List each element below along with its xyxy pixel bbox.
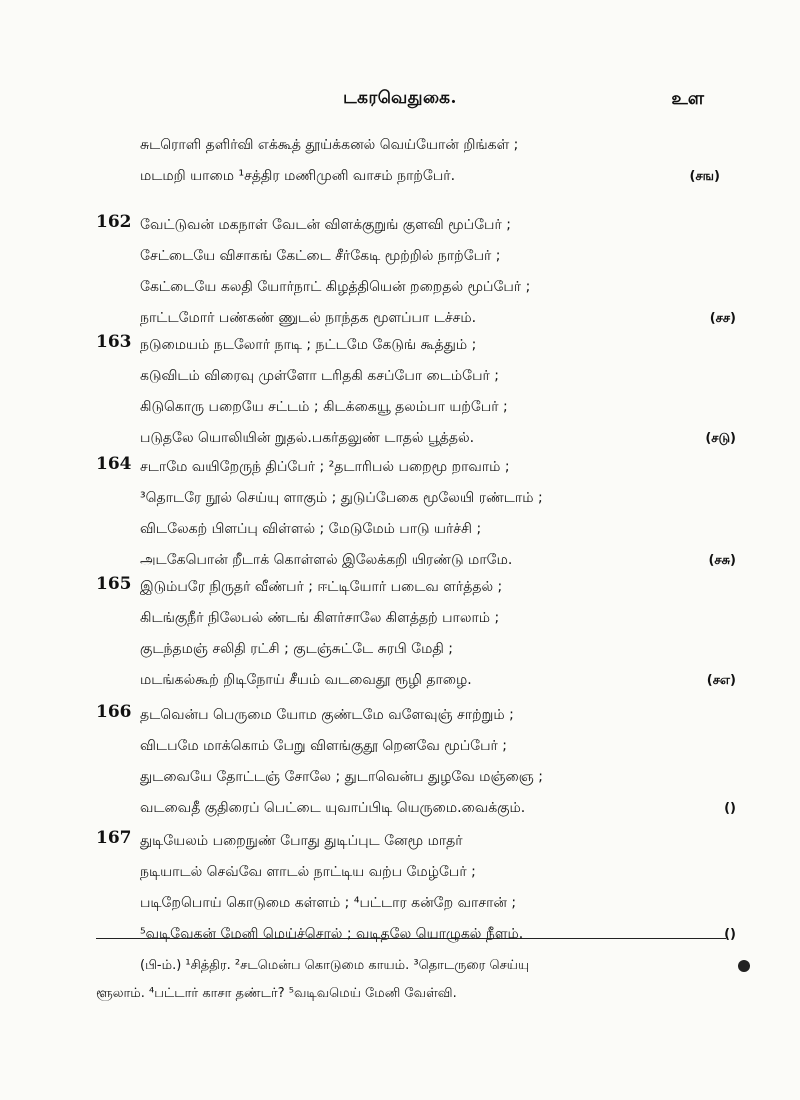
verse-line: [140, 665, 736, 696]
verse-line: [140, 919, 736, 950]
verse-line: [140, 826, 736, 857]
verse-line: [140, 603, 736, 634]
verse-marker: (சச): [709, 311, 736, 326]
footnote-line: (பி-ம்.) ¹சித்திர. ²சடமென்ப கொடுமை காயம். ³தொடருரை செய்யு: [140, 958, 530, 973]
footnote-divider: [96, 938, 726, 939]
stanza-lines: [140, 210, 736, 334]
verse-line-text: விடபமே மாக்கொம் பேறு விளங்குதூ றெனவே மூப்பேர் ;: [140, 738, 508, 754]
verse-line-text: சேட்டையே விசாகங் கேட்டை சீர்கேடி மூற்றில் நாற்பேர் ;: [140, 248, 501, 264]
verse-line: [140, 452, 736, 483]
verse-line: [140, 483, 736, 514]
running-title: டகரவெதுகை.: [343, 88, 457, 108]
verse-marker: (): [724, 801, 736, 816]
verse-line: [140, 572, 736, 603]
verse-line: [140, 210, 736, 241]
verse-line-text: வேட்டுவன் மகநாள் வேடன் விளக்குறுங் குளவி மூப்பேர் ;: [140, 217, 511, 233]
verse-line: [140, 330, 736, 361]
verse-line-text: குடந்தமஞ் சலிதி ரட்சி ; குடஞ்சுட்டே சுரபி மேதி ;: [140, 641, 454, 657]
verse-line-text: படுதலே யொலியின் றுதல்.பகர்தலுண் டாதல் பூத்தல்.: [140, 430, 475, 446]
intro-verse: [140, 130, 720, 192]
verse-marker: (): [724, 927, 736, 942]
verse-line-text: துடியேலம் பறைநுண் போது துடிப்புட னேமூ மாதர்: [140, 833, 463, 849]
verse-line-text: துடவையே தோட்டஞ் சோலே ; துடாவென்ப துழவே மஞ்ஞை ;: [140, 769, 543, 785]
verse-marker: (சஎ): [706, 673, 736, 688]
stanza-number: 166: [96, 702, 132, 722]
stanza-number: 165: [96, 574, 132, 594]
stanza-number: 164: [96, 454, 132, 474]
verse-line-text: கிடங்குநீர் நிலேபல் ண்டங் கிளர்சாலே கிளத்தற் பாலாம் ;: [140, 610, 500, 626]
verse-line-text: இடும்பரே நிருதர் வீண்பர் ; ஈட்டியோர் படைவ ளர்த்தல் ;: [140, 579, 503, 595]
verse-line-text: வடவைதீ குதிரைப் பெட்டை யுவாப்பிடி யெருமை.வைக்கும்.: [140, 800, 526, 816]
verse-line: [140, 888, 736, 919]
page-number: உள: [671, 88, 704, 109]
footnote-line: ளூலாம். ⁴பட்டார் காசா தண்டர்? ⁵வடிவமெய் மேனி வேள்வி.: [96, 986, 457, 1001]
verse-line: [140, 241, 736, 272]
stanza-lines: [140, 826, 736, 950]
verse-marker: (சங): [689, 169, 720, 184]
verse-line-text: சடாமே வயிறேருந் திப்பேர் ; ²தடாரிபல் பறைமூ றாவாம் ;: [140, 459, 510, 475]
verse-line-text: மடமறி யாமை ¹சத்திர மணிமுனி வாசம் நாற்பேர்.: [140, 168, 456, 184]
verse-line-text: கேட்டையே கலதி யோர்நாட் கிழத்தியென் றறைதல் மூப்பேர் ;: [140, 279, 531, 295]
stanza-lines: [140, 572, 736, 696]
verse-line: [140, 793, 736, 824]
verse-line: [140, 130, 720, 161]
verse-line-text: மடங்கல்கூற் றிடிநோய் சீயம் வடவைதூ ரூழி தாழை.: [140, 672, 472, 688]
stanza-lines: [140, 452, 736, 576]
verse-line: [140, 700, 736, 731]
verse-marker: (சடு): [705, 431, 736, 446]
verse-line-text: நடியாடல் செவ்வே ளாடல் நாட்டிய வற்ப மேழ்பேர் ;: [140, 864, 476, 880]
verse-line: [140, 731, 736, 762]
verse-line-text: நடுமையம் நடலோர் நாடி ; நட்டமே கேடுங் கூத்தும் ;: [140, 337, 477, 353]
verse-line: [140, 762, 736, 793]
verse-marker: (சசு): [708, 553, 736, 568]
verse-line-text: நாட்டமோர் பண்கண் ணுடல் நாந்தக மூளப்பா டச்சம்.: [140, 310, 477, 326]
verse-line-text: ⁵வடிவேகன் மேனி மெய்ச்சொல் ; வடிதலே யொழுகல் நீளம்.: [140, 926, 524, 942]
verse-line: [140, 634, 736, 665]
footnotes: [96, 952, 736, 1008]
verse-line-text: அடகேபொன் றீடாக் கொள்ளல் இலேக்கறி யிரண்டு மாமே.: [140, 552, 513, 568]
verse-line-text: ³தொடரே நூல் செய்யு ளாகும் ; துடுப்பேகை மூலேயி ரண்டாம் ;: [140, 490, 543, 506]
page-header: [0, 88, 800, 124]
stanza-number: 163: [96, 332, 132, 352]
stanza-number: 167: [96, 828, 132, 848]
verse-line-text: படிறேபொய் கொடுமை கள்ளம் ; ⁴பட்டார கன்றே வாசான் ;: [140, 895, 517, 911]
verse-line: [140, 392, 736, 423]
verse-line: [140, 423, 736, 454]
verse-line: [140, 272, 736, 303]
stanza-lines: [140, 330, 736, 454]
verse-line-text: விடலேகற் பிளப்பு விள்ளல் ; மேடுமேம் பாடு யர்ச்சி ;: [140, 521, 482, 537]
verse-line: [140, 161, 720, 192]
verse-line: [140, 514, 736, 545]
verse-line: [140, 361, 736, 392]
verse-line-text: கிடுகொரு பறையே சட்டம் ; கிடக்கையூ தலம்பா யற்பேர் ;: [140, 399, 508, 415]
ink-blot: [738, 960, 750, 972]
verse-line-text: சுடரொளி தளிர்வி எக்கூத் தூய்க்கனல் வெய்யோன் றிங்கள் ;: [140, 137, 519, 153]
stanza-number: 162: [96, 212, 132, 232]
verse-line-text: தடவென்ப பெருமை யோம குண்டமே வளேவுஞ் சாற்றும் ;: [140, 707, 514, 723]
stanza-lines: [140, 700, 736, 824]
verse-line-text: கடுவிடம் விரைவு முள்ளோ டரிதகி கசப்போ டைம்பேர் ;: [140, 368, 500, 384]
verse-line: [140, 857, 736, 888]
